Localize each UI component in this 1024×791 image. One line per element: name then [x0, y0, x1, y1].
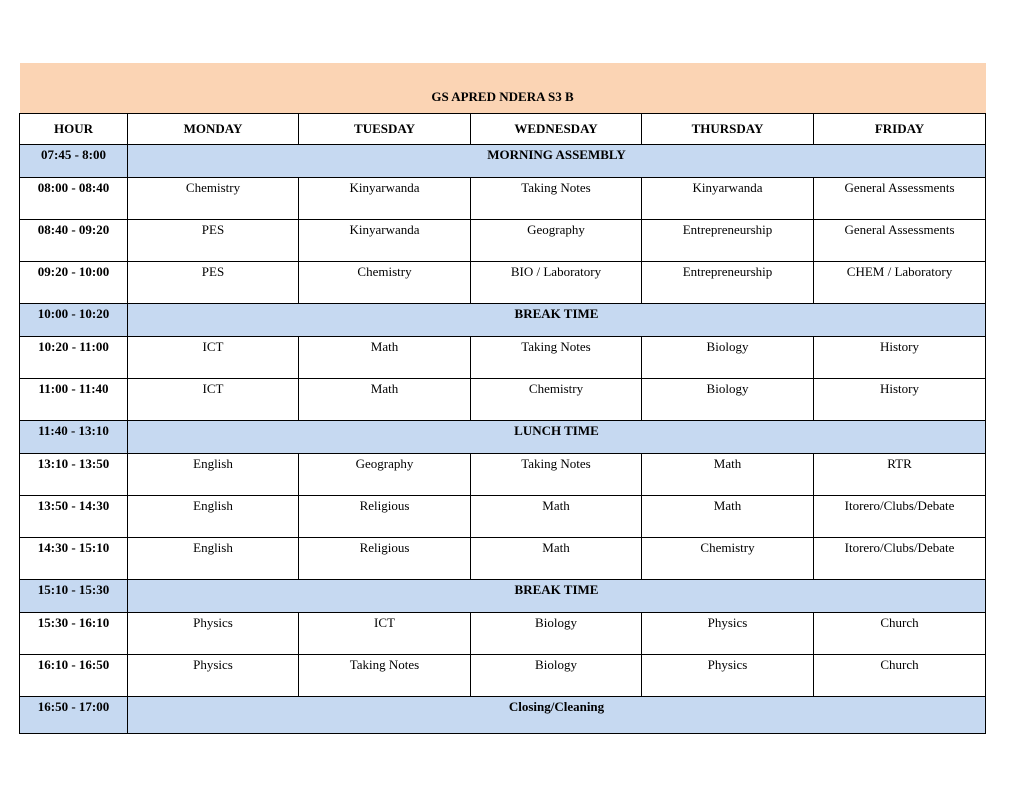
lesson-cell-thursday: Biology	[642, 379, 814, 421]
header-friday: FRIDAY	[814, 114, 986, 145]
lesson-cell-tuesday: ICT	[299, 613, 471, 655]
break-row	[20, 304, 986, 337]
lesson-cell-monday: Chemistry	[128, 178, 299, 220]
lesson-cell-wednesday: Math	[471, 538, 642, 580]
lesson-cell-wednesday: Geography	[471, 220, 642, 262]
break-label: MORNING ASSEMBLY	[128, 145, 986, 178]
lesson-cell-thursday: Math	[642, 496, 814, 538]
lesson-cell-monday: PES	[128, 220, 299, 262]
lesson-cell-monday: English	[128, 496, 299, 538]
hour-cell: 11:40 - 13:10	[20, 421, 128, 454]
title-row	[20, 63, 986, 114]
lesson-cell-monday: English	[128, 454, 299, 496]
break-label: LUNCH TIME	[128, 421, 986, 454]
lesson-cell-friday: Church	[814, 613, 986, 655]
lesson-cell-monday: ICT	[128, 379, 299, 421]
table-row	[20, 613, 986, 655]
hour-cell: 10:20 - 11:00	[20, 337, 128, 379]
lesson-cell-friday: History	[814, 379, 986, 421]
lesson-cell-thursday: Chemistry	[642, 538, 814, 580]
break-row	[20, 145, 986, 178]
lesson-cell-thursday: Kinyarwanda	[642, 178, 814, 220]
break-row	[20, 697, 986, 734]
lesson-cell-monday: PES	[128, 262, 299, 304]
lesson-cell-tuesday: Math	[299, 379, 471, 421]
lesson-cell-thursday: Physics	[642, 655, 814, 697]
lesson-cell-friday: Itorero/Clubs/Debate	[814, 538, 986, 580]
hour-cell: 10:00 - 10:20	[20, 304, 128, 337]
lesson-cell-wednesday: Math	[471, 496, 642, 538]
break-row	[20, 421, 986, 454]
header-row	[20, 114, 986, 145]
header-wednesday: WEDNESDAY	[471, 114, 642, 145]
timetable	[19, 63, 986, 734]
hour-cell: 16:50 - 17:00	[20, 697, 128, 734]
hour-cell: 16:10 - 16:50	[20, 655, 128, 697]
hour-cell: 13:50 - 14:30	[20, 496, 128, 538]
lesson-cell-wednesday: Taking Notes	[471, 454, 642, 496]
lesson-cell-wednesday: Biology	[471, 613, 642, 655]
hour-cell: 08:40 - 09:20	[20, 220, 128, 262]
lesson-cell-thursday: Biology	[642, 337, 814, 379]
hour-cell: 15:10 - 15:30	[20, 580, 128, 613]
timetable-title: GS APRED NDERA S3 B	[431, 89, 574, 104]
table-row	[20, 379, 986, 421]
hour-cell: 15:30 - 16:10	[20, 613, 128, 655]
lesson-cell-wednesday: Taking Notes	[471, 178, 642, 220]
lesson-cell-tuesday: Taking Notes	[299, 655, 471, 697]
timetable-title-cell	[20, 63, 986, 114]
table-row	[20, 538, 986, 580]
break-label: Closing/Cleaning	[128, 697, 986, 734]
lesson-cell-friday: General Assessments	[814, 178, 986, 220]
lesson-cell-thursday: Math	[642, 454, 814, 496]
lesson-cell-wednesday: Biology	[471, 655, 642, 697]
header-monday: MONDAY	[128, 114, 299, 145]
lesson-cell-friday: Itorero/Clubs/Debate	[814, 496, 986, 538]
lesson-cell-tuesday: Kinyarwanda	[299, 220, 471, 262]
lesson-cell-friday: History	[814, 337, 986, 379]
hour-cell: 08:00 - 08:40	[20, 178, 128, 220]
lesson-cell-tuesday: Religious	[299, 496, 471, 538]
lesson-cell-thursday: Entrepreneurship	[642, 262, 814, 304]
lesson-cell-tuesday: Chemistry	[299, 262, 471, 304]
lesson-cell-monday: ICT	[128, 337, 299, 379]
lesson-cell-tuesday: Math	[299, 337, 471, 379]
lesson-cell-monday: English	[128, 538, 299, 580]
lesson-cell-thursday: Entrepreneurship	[642, 220, 814, 262]
lesson-cell-monday: Physics	[128, 655, 299, 697]
hour-cell: 14:30 - 15:10	[20, 538, 128, 580]
hour-cell: 11:00 - 11:40	[20, 379, 128, 421]
break-label: BREAK TIME	[128, 580, 986, 613]
table-row	[20, 496, 986, 538]
lesson-cell-tuesday: Kinyarwanda	[299, 178, 471, 220]
lesson-cell-friday: Church	[814, 655, 986, 697]
header-hour: HOUR	[20, 114, 128, 145]
lesson-cell-wednesday: Taking Notes	[471, 337, 642, 379]
hour-cell: 07:45 - 8:00	[20, 145, 128, 178]
table-row	[20, 262, 986, 304]
header-tuesday: TUESDAY	[299, 114, 471, 145]
table-row	[20, 655, 986, 697]
lesson-cell-tuesday: Geography	[299, 454, 471, 496]
lesson-cell-monday: Physics	[128, 613, 299, 655]
lesson-cell-wednesday: Chemistry	[471, 379, 642, 421]
header-thursday: THURSDAY	[642, 114, 814, 145]
lesson-cell-tuesday: Religious	[299, 538, 471, 580]
break-row	[20, 580, 986, 613]
table-row	[20, 337, 986, 379]
lesson-cell-friday: General Assessments	[814, 220, 986, 262]
lesson-cell-friday: CHEM / Laboratory	[814, 262, 986, 304]
timetable-body	[20, 145, 986, 734]
table-row	[20, 178, 986, 220]
table-row	[20, 454, 986, 496]
lesson-cell-wednesday: BIO / Laboratory	[471, 262, 642, 304]
break-label: BREAK TIME	[128, 304, 986, 337]
lesson-cell-thursday: Physics	[642, 613, 814, 655]
hour-cell: 09:20 - 10:00	[20, 262, 128, 304]
lesson-cell-friday: RTR	[814, 454, 986, 496]
table-row	[20, 220, 986, 262]
hour-cell: 13:10 - 13:50	[20, 454, 128, 496]
